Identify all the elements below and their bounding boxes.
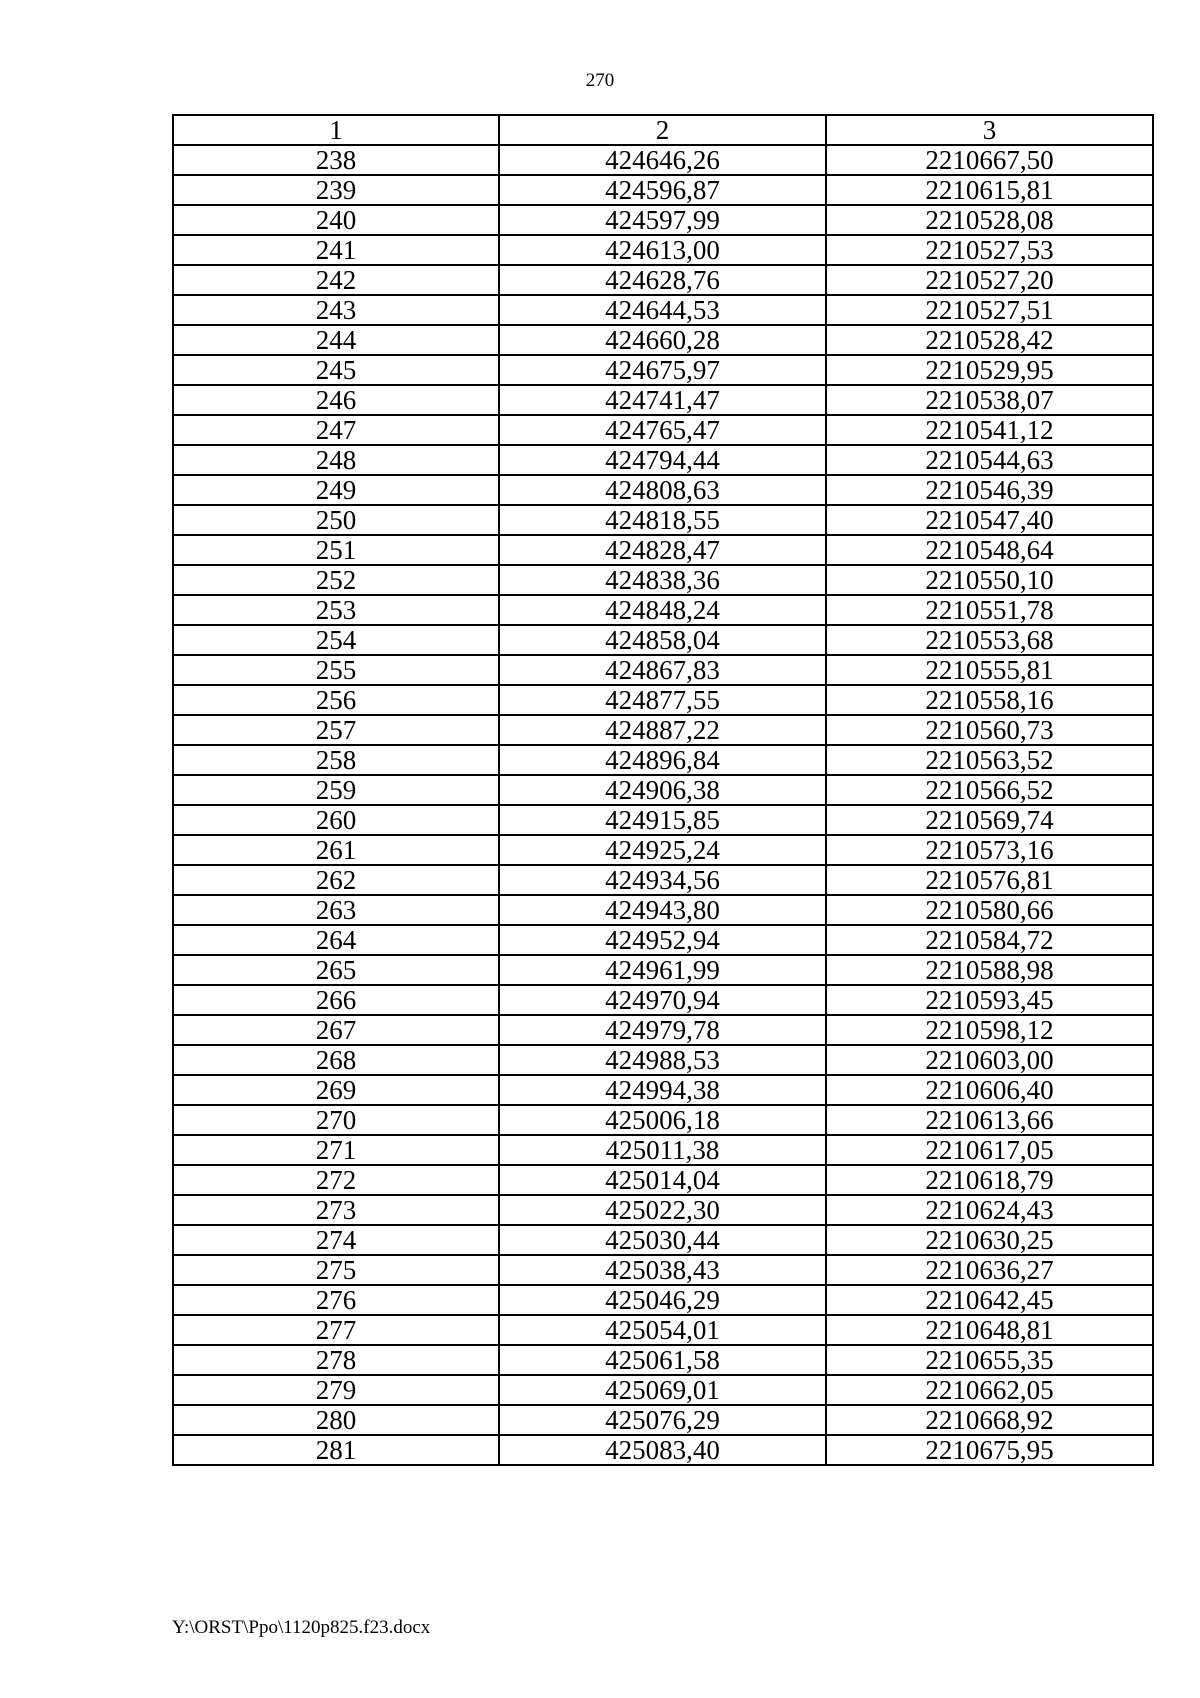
point-number-cell: 244: [173, 325, 499, 355]
x-coordinate-cell: 425083,40: [499, 1435, 826, 1465]
x-coordinate-cell: 424877,55: [499, 685, 826, 715]
y-coordinate-cell: 2210529,95: [826, 355, 1153, 385]
table-row: [173, 325, 1153, 355]
x-coordinate-cell: 424943,80: [499, 895, 826, 925]
point-number-cell: 255: [173, 655, 499, 685]
table-row: [173, 685, 1153, 715]
x-coordinate-cell: 424765,47: [499, 415, 826, 445]
point-number-cell: 280: [173, 1405, 499, 1435]
x-coordinate-cell: 424906,38: [499, 775, 826, 805]
x-coordinate-cell: 425030,44: [499, 1225, 826, 1255]
point-number-cell: 272: [173, 1165, 499, 1195]
point-number-cell: 240: [173, 205, 499, 235]
y-coordinate-cell: 2210544,63: [826, 445, 1153, 475]
x-coordinate-cell: 424838,36: [499, 565, 826, 595]
point-number-cell: 260: [173, 805, 499, 835]
point-number-cell: 265: [173, 955, 499, 985]
point-number-cell: 246: [173, 385, 499, 415]
y-coordinate-cell: 2210606,40: [826, 1075, 1153, 1105]
table-row: [173, 625, 1153, 655]
table-row: [173, 205, 1153, 235]
point-number-cell: 264: [173, 925, 499, 955]
point-number-cell: 277: [173, 1315, 499, 1345]
point-number-cell: 250: [173, 505, 499, 535]
x-coordinate-cell: 424961,99: [499, 955, 826, 985]
point-number-cell: 275: [173, 1255, 499, 1285]
x-coordinate-cell: 424660,28: [499, 325, 826, 355]
point-number-cell: 253: [173, 595, 499, 625]
table-row: [173, 1075, 1153, 1105]
table-row: [173, 175, 1153, 205]
table-row: [173, 235, 1153, 265]
x-coordinate-cell: 425046,29: [499, 1285, 826, 1315]
table-row: [173, 1045, 1153, 1075]
table-row: [173, 835, 1153, 865]
y-coordinate-cell: 2210527,51: [826, 295, 1153, 325]
x-coordinate-cell: 424988,53: [499, 1045, 826, 1075]
x-coordinate-cell: 424628,76: [499, 265, 826, 295]
table-row: [173, 1015, 1153, 1045]
table-row: [173, 1375, 1153, 1405]
x-coordinate-cell: 424952,94: [499, 925, 826, 955]
y-coordinate-cell: 2210558,16: [826, 685, 1153, 715]
x-coordinate-cell: 424794,44: [499, 445, 826, 475]
y-coordinate-cell: 2210613,66: [826, 1105, 1153, 1135]
x-coordinate-cell: 425076,29: [499, 1405, 826, 1435]
y-coordinate-cell: 2210598,12: [826, 1015, 1153, 1045]
point-number-cell: 274: [173, 1225, 499, 1255]
x-coordinate-cell: 425054,01: [499, 1315, 826, 1345]
x-coordinate-cell: 424818,55: [499, 505, 826, 535]
table-header: [173, 115, 1153, 145]
x-coordinate-cell: 424596,87: [499, 175, 826, 205]
point-number-cell: 261: [173, 835, 499, 865]
point-number-cell: 241: [173, 235, 499, 265]
point-number-cell: 242: [173, 265, 499, 295]
point-number-cell: 248: [173, 445, 499, 475]
y-coordinate-cell: 2210527,20: [826, 265, 1153, 295]
table-row: [173, 955, 1153, 985]
table-row: [173, 1135, 1153, 1165]
x-coordinate-cell: 425022,30: [499, 1195, 826, 1225]
point-number-cell: 259: [173, 775, 499, 805]
x-coordinate-cell: 424934,56: [499, 865, 826, 895]
x-coordinate-cell: 425038,43: [499, 1255, 826, 1285]
table-row: [173, 445, 1153, 475]
y-coordinate-cell: 2210636,27: [826, 1255, 1153, 1285]
page-number: 270: [585, 70, 615, 91]
point-number-cell: 271: [173, 1135, 499, 1165]
table-row: [173, 1165, 1153, 1195]
table-header-row: [173, 115, 1153, 145]
point-number-cell: 279: [173, 1375, 499, 1405]
table-row: [173, 505, 1153, 535]
y-coordinate-cell: 2210546,39: [826, 475, 1153, 505]
table-row: [173, 895, 1153, 925]
y-coordinate-cell: 2210624,43: [826, 1195, 1153, 1225]
point-number-cell: 270: [173, 1105, 499, 1135]
table-row: [173, 655, 1153, 685]
table-row: [173, 385, 1153, 415]
table-row: [173, 535, 1153, 565]
table-row: [173, 565, 1153, 595]
x-coordinate-cell: 424741,47: [499, 385, 826, 415]
x-coordinate-cell: 424925,24: [499, 835, 826, 865]
header-cell-3: 3: [826, 115, 1153, 145]
y-coordinate-cell: 2210548,64: [826, 535, 1153, 565]
y-coordinate-cell: 2210541,12: [826, 415, 1153, 445]
y-coordinate-cell: 2210576,81: [826, 865, 1153, 895]
table-row: [173, 775, 1153, 805]
point-number-cell: 247: [173, 415, 499, 445]
y-coordinate-cell: 2210528,08: [826, 205, 1153, 235]
point-number-cell: 262: [173, 865, 499, 895]
x-coordinate-cell: 425011,38: [499, 1135, 826, 1165]
y-coordinate-cell: 2210580,66: [826, 895, 1153, 925]
point-number-cell: 267: [173, 1015, 499, 1045]
header-cell-1: 1: [173, 115, 499, 145]
y-coordinate-cell: 2210573,16: [826, 835, 1153, 865]
y-coordinate-cell: 2210648,81: [826, 1315, 1153, 1345]
table-row: [173, 265, 1153, 295]
table-row: [173, 1315, 1153, 1345]
y-coordinate-cell: 2210555,81: [826, 655, 1153, 685]
y-coordinate-cell: 2210662,05: [826, 1375, 1153, 1405]
y-coordinate-cell: 2210566,52: [826, 775, 1153, 805]
y-coordinate-cell: 2210603,00: [826, 1045, 1153, 1075]
table-row: [173, 1405, 1153, 1435]
point-number-cell: 266: [173, 985, 499, 1015]
y-coordinate-cell: 2210642,45: [826, 1285, 1153, 1315]
table-row: [173, 1435, 1153, 1465]
table-row: [173, 925, 1153, 955]
x-coordinate-cell: 425069,01: [499, 1375, 826, 1405]
table-row: [173, 985, 1153, 1015]
y-coordinate-cell: 2210655,35: [826, 1345, 1153, 1375]
table-row: [173, 715, 1153, 745]
point-number-cell: 245: [173, 355, 499, 385]
y-coordinate-cell: 2210551,78: [826, 595, 1153, 625]
x-coordinate-cell: 424646,26: [499, 145, 826, 175]
y-coordinate-cell: 2210675,95: [826, 1435, 1153, 1465]
table-row: [173, 415, 1153, 445]
y-coordinate-cell: 2210527,53: [826, 235, 1153, 265]
table-row: [173, 355, 1153, 385]
y-coordinate-cell: 2210550,10: [826, 565, 1153, 595]
x-coordinate-cell: 424613,00: [499, 235, 826, 265]
y-coordinate-cell: 2210588,98: [826, 955, 1153, 985]
y-coordinate-cell: 2210563,52: [826, 745, 1153, 775]
y-coordinate-cell: 2210667,50: [826, 145, 1153, 175]
table-row: [173, 295, 1153, 325]
x-coordinate-cell: 424896,84: [499, 745, 826, 775]
x-coordinate-cell: 424597,99: [499, 205, 826, 235]
point-number-cell: 273: [173, 1195, 499, 1225]
footer-file-path: Y:\ORST\Ppo\1120p825.f23.docx: [172, 1617, 431, 1638]
table-row: [173, 1285, 1153, 1315]
table-row: [173, 1345, 1153, 1375]
point-number-cell: 254: [173, 625, 499, 655]
x-coordinate-cell: 424970,94: [499, 985, 826, 1015]
x-coordinate-cell: 425006,18: [499, 1105, 826, 1135]
y-coordinate-cell: 2210553,68: [826, 625, 1153, 655]
table-row: [173, 865, 1153, 895]
y-coordinate-cell: 2210668,92: [826, 1405, 1153, 1435]
point-number-cell: 268: [173, 1045, 499, 1075]
point-number-cell: 269: [173, 1075, 499, 1105]
point-number-cell: 263: [173, 895, 499, 925]
x-coordinate-cell: 424858,04: [499, 625, 826, 655]
x-coordinate-cell: 425061,58: [499, 1345, 826, 1375]
point-number-cell: 252: [173, 565, 499, 595]
table-row: [173, 595, 1153, 625]
point-number-cell: 249: [173, 475, 499, 505]
point-number-cell: 256: [173, 685, 499, 715]
x-coordinate-cell: 424828,47: [499, 535, 826, 565]
point-number-cell: 258: [173, 745, 499, 775]
point-number-cell: 238: [173, 145, 499, 175]
x-coordinate-cell: 424808,63: [499, 475, 826, 505]
x-coordinate-cell: 424915,85: [499, 805, 826, 835]
table-row: [173, 145, 1153, 175]
x-coordinate-cell: 424848,24: [499, 595, 826, 625]
table-row: [173, 745, 1153, 775]
x-coordinate-cell: 424644,53: [499, 295, 826, 325]
x-coordinate-cell: 424994,38: [499, 1075, 826, 1105]
point-number-cell: 281: [173, 1435, 499, 1465]
point-number-cell: 243: [173, 295, 499, 325]
point-number-cell: 251: [173, 535, 499, 565]
point-number-cell: 276: [173, 1285, 499, 1315]
table-row: [173, 1105, 1153, 1135]
table-row: [173, 1255, 1153, 1285]
y-coordinate-cell: 2210615,81: [826, 175, 1153, 205]
y-coordinate-cell: 2210630,25: [826, 1225, 1153, 1255]
x-coordinate-cell: 424867,83: [499, 655, 826, 685]
y-coordinate-cell: 2210618,79: [826, 1165, 1153, 1195]
y-coordinate-cell: 2210617,05: [826, 1135, 1153, 1165]
y-coordinate-cell: 2210547,40: [826, 505, 1153, 535]
table-row: [173, 805, 1153, 835]
x-coordinate-cell: 424979,78: [499, 1015, 826, 1045]
y-coordinate-cell: 2210538,07: [826, 385, 1153, 415]
x-coordinate-cell: 424675,97: [499, 355, 826, 385]
coordinates-table: [172, 114, 1154, 1466]
table-body: [173, 145, 1153, 1465]
table-row: [173, 1195, 1153, 1225]
y-coordinate-cell: 2210528,42: [826, 325, 1153, 355]
x-coordinate-cell: 425014,04: [499, 1165, 826, 1195]
y-coordinate-cell: 2210584,72: [826, 925, 1153, 955]
y-coordinate-cell: 2210560,73: [826, 715, 1153, 745]
point-number-cell: 278: [173, 1345, 499, 1375]
header-cell-2: 2: [499, 115, 826, 145]
x-coordinate-cell: 424887,22: [499, 715, 826, 745]
y-coordinate-cell: 2210593,45: [826, 985, 1153, 1015]
table-row: [173, 475, 1153, 505]
point-number-cell: 257: [173, 715, 499, 745]
y-coordinate-cell: 2210569,74: [826, 805, 1153, 835]
point-number-cell: 239: [173, 175, 499, 205]
table-row: [173, 1225, 1153, 1255]
